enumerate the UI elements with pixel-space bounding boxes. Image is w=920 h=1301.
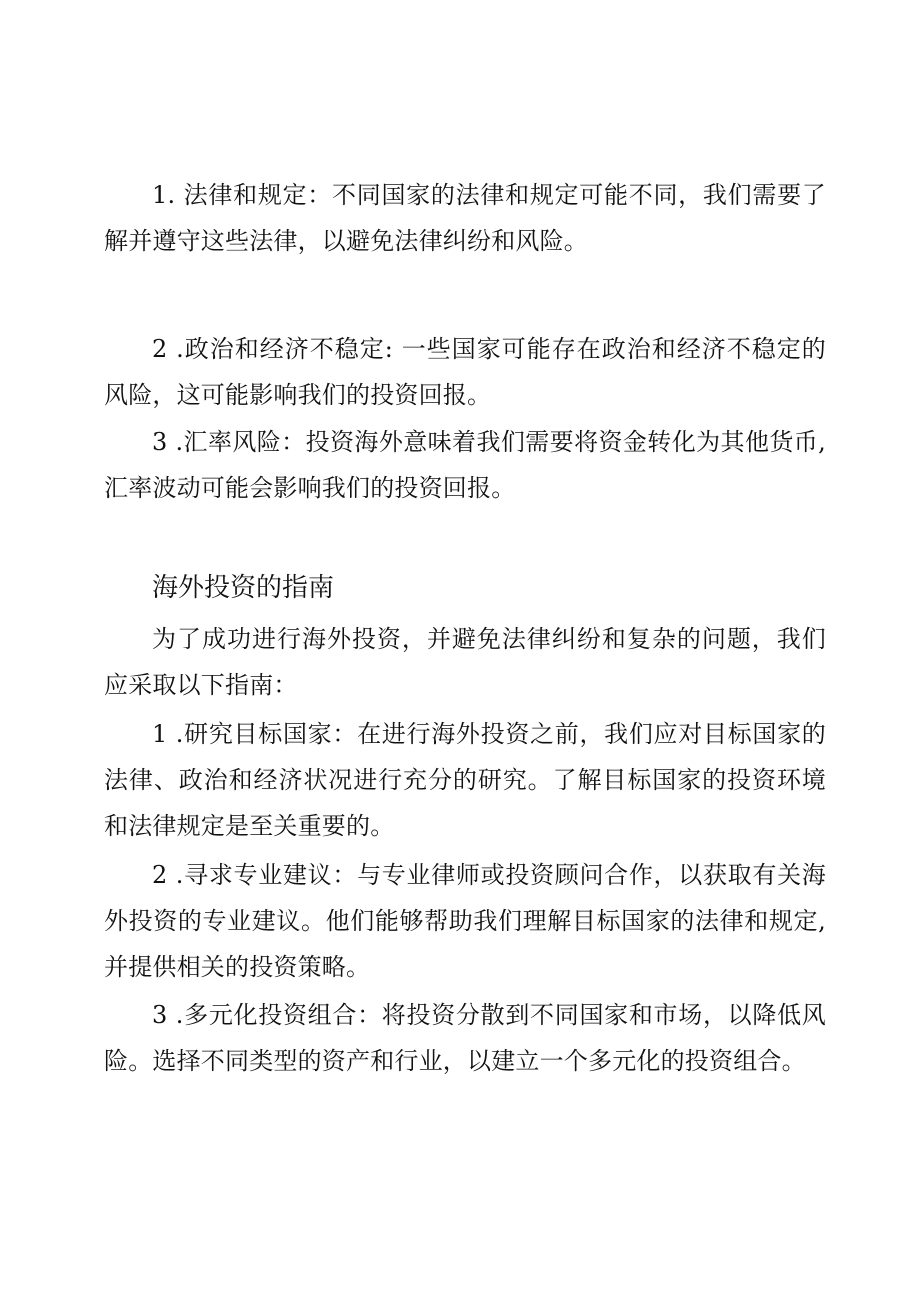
guide-item-research: 1 .研究目标国家：在进行海外投资之前，我们应对目标国家的法律、政治和经济状况进行充分的研究。了解目标国家的投资环境和法律规定是至关重要的。 (104, 720, 826, 840)
guide-item-advice: 2 .寻求专业建议：与专业律师或投资顾问合作，以获取有关海外投资的专业建议。他们能够帮助我们理解目标国家的法律和规定, 并提供相关的投资策略。 (104, 861, 826, 981)
risk-item-exchange: 3 .汇率风险：投资海外意味着我们需要将资金转化为其他货币, 汇率波动可能会影响我们的投资回报。 (104, 428, 826, 502)
guide-item-diversify: 3 .多元化投资组合：将投资分散到不同国家和市场，以降低风险。选择不同类型的资产和行业，以建立一个多元化的投资组合。 (104, 1001, 826, 1075)
section-heading: 海外投资的指南 (152, 573, 335, 603)
guide-intro: 为了成功进行海外投资，并避免法律纠纷和复杂的问题，我们应采取以下指南： (104, 625, 826, 699)
risk-item-legal: 1. 法律和规定：不同国家的法律和规定可能不同，我们需要了解并遵守这些法律，以避免法律纠纷和风险。 (104, 181, 826, 255)
risk-item-political: 2 .政治和经济不稳定: 一些国家可能存在政治和经济不稳定的风险，这可能影响我们的投资回报。 (104, 335, 826, 409)
